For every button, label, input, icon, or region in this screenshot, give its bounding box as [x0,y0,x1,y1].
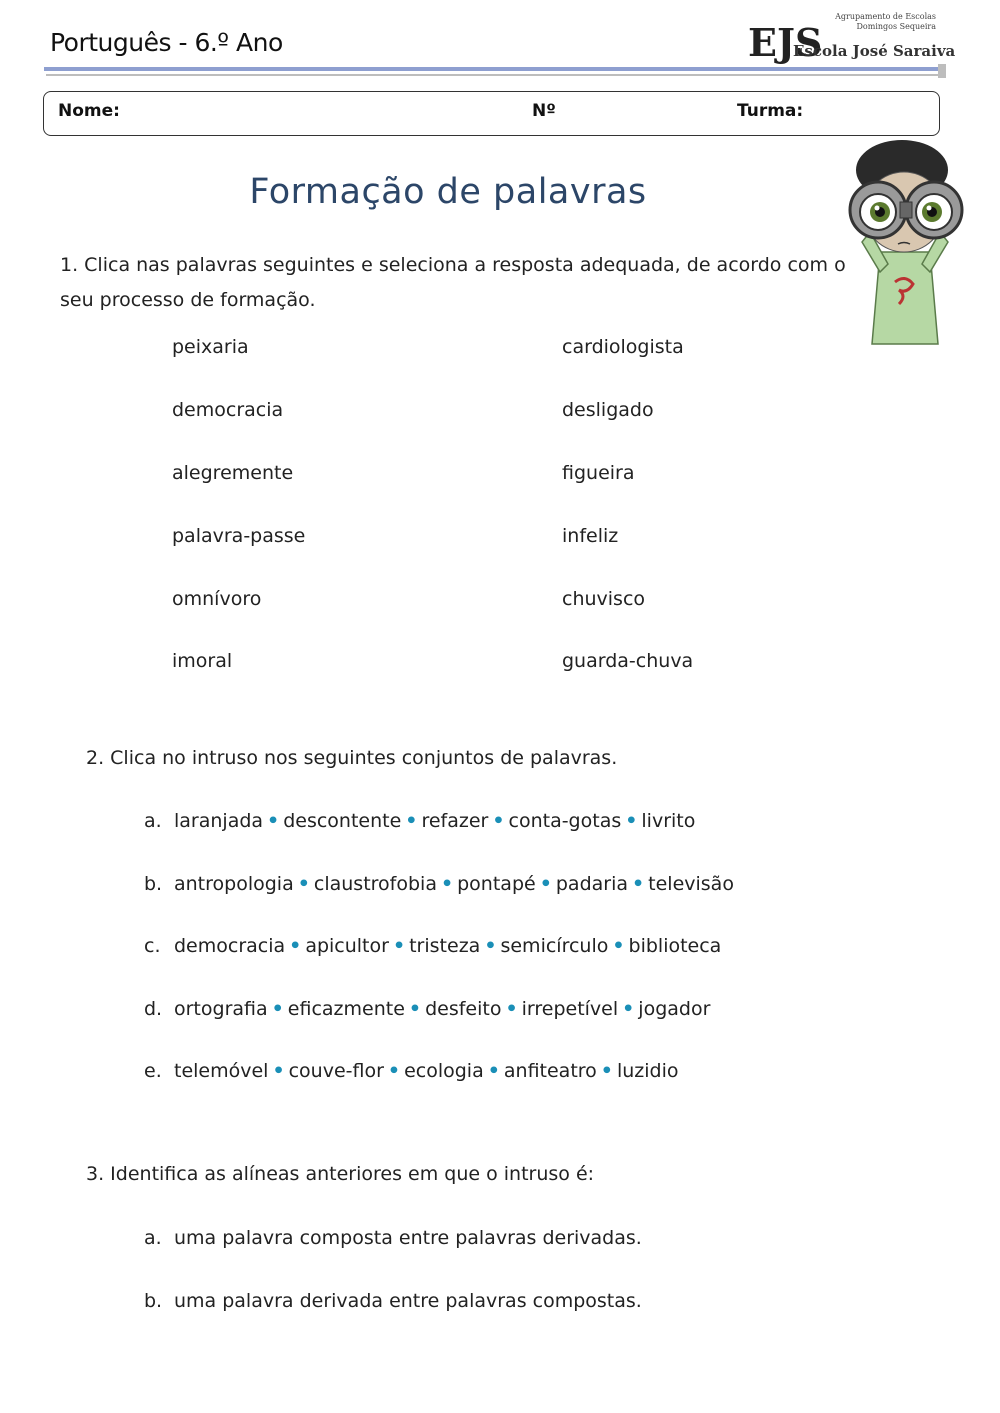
set-word[interactable]: eficazmente [287,998,405,1020]
set-word[interactable]: conta-gotas [508,810,622,832]
set-word[interactable]: democracia [174,935,286,957]
q3-item-b-letter: b. [144,1290,163,1312]
name-label: Nome: [58,101,120,121]
set-word[interactable]: refazer [421,810,489,832]
separator-dot: • [622,998,635,1020]
separator-dot: • [267,810,280,832]
header-rule-shadow [46,74,942,76]
word-set-e [174,1060,679,1082]
set-word[interactable]: apicultor [305,935,389,957]
set-word[interactable]: claustrofobia [313,873,437,895]
separator-dot: • [405,810,418,832]
word-left-1[interactable]: peixaria [172,336,249,358]
separator-dot: • [271,998,284,1020]
set-word[interactable]: livrito [641,810,696,832]
set-word[interactable]: ortografia [174,998,268,1020]
separator-dot: • [632,873,645,895]
separator-dot: • [612,935,625,957]
set-word[interactable]: irrepetível [521,998,619,1020]
school-logo [748,18,823,65]
word-right-5[interactable]: chuvisco [562,588,646,610]
school-group-name [835,12,936,32]
set-word[interactable]: luzidio [616,1060,679,1082]
set-word[interactable]: jogador [638,998,711,1020]
set-word[interactable]: biblioteca [628,935,722,957]
class-label: Turma: [737,101,804,121]
word-left-6[interactable]: imoral [172,650,233,672]
student-info-box [43,91,940,136]
school-group-line-1: Agrupamento de Escolas [835,12,936,21]
school-name: Escola José Saraiva [793,42,956,60]
word-left-5[interactable]: omnívoro [172,588,262,610]
set-word[interactable]: antropologia [174,873,294,895]
set-d-letter: d. [144,998,163,1020]
q3-item-a-text: uma palavra composta entre palavras derivadas. [174,1227,642,1249]
set-word[interactable]: couve-flor [288,1060,384,1082]
word-left-3[interactable]: alegremente [172,462,294,484]
question-1-text-line-2: seu processo de formação. [60,289,316,311]
separator-dot: • [487,1060,500,1082]
header-rule [44,67,944,71]
separator-dot: • [272,1060,285,1082]
set-word[interactable]: tristeza [409,935,481,957]
separator-dot: • [289,935,302,957]
q3-item-b-text: uma palavra derivada entre palavras compostas. [174,1290,642,1312]
set-word[interactable]: padaria [555,873,628,895]
set-b-letter: b. [144,873,163,895]
question-2-text: 2. Clica no intruso nos seguintes conjuntos de palavras. [86,747,618,769]
separator-dot: • [392,935,406,957]
separator-dot: • [625,810,638,832]
q3-item-a-letter: a. [144,1227,162,1249]
set-word[interactable]: anfiteatro [503,1060,597,1082]
word-right-1[interactable]: cardiologista [562,336,684,358]
question-1-text-line-1: 1. Clica nas palavras seguintes e seleciona a resposta adequada, de acordo com o [60,254,846,276]
word-set-a [174,810,695,832]
separator-dot: • [492,810,505,832]
set-c-letter: c. [144,935,161,957]
word-left-4[interactable]: palavra-passe [172,525,306,547]
separator-dot: • [505,998,518,1020]
separator-dot: • [484,935,497,957]
word-right-2[interactable]: desligado [562,399,654,421]
number-label: Nº [532,101,556,121]
separator-dot: • [297,873,310,895]
separator-dot: • [440,873,454,895]
word-left-2[interactable]: democracia [172,399,284,421]
word-right-4[interactable]: infeliz [562,525,619,547]
separator-dot: • [408,998,422,1020]
word-set-b [174,873,734,895]
page-title: Formação de palavras [249,172,647,212]
header-rule-cap [938,64,946,78]
word-set-d [174,998,710,1020]
set-word[interactable]: laranjada [174,810,264,832]
set-word[interactable]: telemóvel [174,1060,269,1082]
set-word[interactable]: semicírculo [500,935,609,957]
set-a-letter: a. [144,810,162,832]
set-word[interactable]: descontente [283,810,402,832]
binoculars-boy-illustration [840,132,970,347]
set-e-letter: e. [144,1060,162,1082]
separator-dot: • [539,873,552,895]
school-group-line-2: Domingos Sequeira [856,22,936,31]
separator-dot: • [387,1060,401,1082]
word-set-c [174,935,721,957]
word-right-3[interactable]: figueira [562,462,635,484]
question-3-text: 3. Identifica as alíneas anteriores em que o intruso é: [86,1163,595,1185]
set-word[interactable]: ecologia [404,1060,484,1082]
word-right-6[interactable]: guarda-chuva [562,650,694,672]
school-logo-text: EJS [748,20,823,65]
set-word[interactable]: desfeito [425,998,502,1020]
separator-dot: • [600,1060,613,1082]
set-word[interactable]: pontapé [457,873,536,895]
set-word[interactable]: televisão [648,873,734,895]
subject-title: Português - 6.º Ano [50,28,283,57]
